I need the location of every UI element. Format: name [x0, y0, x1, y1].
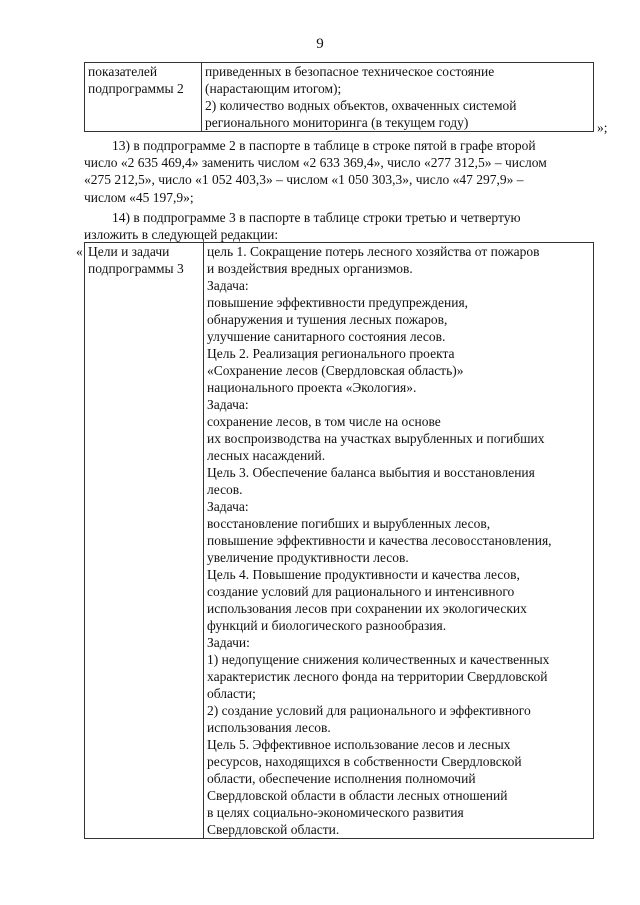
cell-line: 1) недопущение снижения количественных и качественных	[207, 652, 550, 667]
cell-line: Цель 3. Обеспечение баланса выбытия и восстановления	[207, 465, 535, 480]
cell-line: и воздействия вредных организмов.	[207, 261, 413, 276]
cell-line: «Сохранение лесов (Свердловская область)»	[207, 363, 464, 378]
page-number: 9	[316, 36, 324, 52]
paragraph-line: 13) в подпрограмме 2 в паспорте в таблице в строке пятой в графе второй	[112, 138, 536, 153]
cell-line: подпрограммы 2	[88, 81, 184, 96]
cell-line: лесных насаждений.	[207, 448, 326, 463]
cell-line: Цель 5. Эффективное использование лесов и лесных	[207, 737, 511, 752]
cell-line: создание условий для рационального и интенсивного	[207, 584, 515, 599]
cell-line: Цель 4. Повышение продуктивности и качества лесов,	[207, 567, 520, 582]
cell-line: повышение эффективности предупреждения,	[207, 295, 469, 310]
paragraph-13	[84, 137, 594, 206]
cell-line: использования лесов.	[207, 720, 331, 735]
cell-line: показателей	[88, 64, 158, 79]
cell-line: регионального мониторинга (в текущем году)	[205, 115, 469, 130]
table-subprogram-2-indicators	[84, 62, 594, 132]
closing-quote-mark: »;	[597, 120, 608, 135]
cell-line: использования лесов при сохранении их экологических	[207, 601, 527, 616]
cell-line: Цели и задачи	[88, 244, 170, 259]
cell-line: характеристик лесного фонда на территории Свердловской	[207, 669, 548, 684]
cell-line: улучшение санитарного состояния лесов.	[207, 329, 446, 344]
opening-quote-mark: «	[76, 244, 83, 259]
cell-line: Задача:	[207, 278, 249, 293]
cell-line: подпрограммы 3	[88, 261, 184, 276]
cell-line: Задача:	[207, 499, 249, 514]
cell-line: приведенных в безопасное техническое состояние	[205, 64, 495, 79]
cell-line: (нарастающим итогом);	[205, 81, 342, 96]
paragraph-line: «275 212,5», число «1 052 403,3» – числом «1 050 303,3», число «47 297,9» –	[84, 172, 524, 188]
cell-line: увеличение продуктивности лесов.	[207, 550, 409, 565]
table-row	[85, 243, 594, 839]
cell-line: Свердловской области.	[207, 822, 340, 837]
table-subprogram-3-goals	[84, 242, 594, 839]
paragraph-line: число «2 635 469,4» заменить числом «2 633 369,4», число «277 312,5» – числом	[84, 155, 547, 171]
paragraph-line: изложить в следующей редакции:	[84, 227, 279, 243]
cell-line: цель 1. Сокращение потерь лесного хозяйства от пожаров	[207, 244, 540, 259]
table-cell-left	[85, 63, 202, 132]
cell-line: Задачи:	[207, 635, 250, 650]
cell-line: Задача:	[207, 397, 249, 412]
cell-line: области;	[207, 686, 256, 701]
table-cell-right	[202, 63, 594, 132]
cell-line: их воспроизводства на участках вырубленных и погибших	[207, 431, 545, 446]
paragraph-line: числом «45 197,9»;	[84, 189, 194, 205]
cell-line: функций и биологического разнообразия.	[207, 618, 447, 633]
cell-line: в целях социально-экономического развития	[207, 805, 464, 820]
cell-line: национального проекта «Экология».	[207, 380, 417, 395]
cell-line: ресурсов, находящихся в собственности Свердловской	[207, 754, 522, 769]
cell-line: Свердловской области в области лесных отношений	[207, 788, 508, 803]
cell-line: восстановление погибших и вырубленных лесов,	[207, 516, 491, 531]
cell-line: области, обеспечение исполнения полномочий	[207, 771, 476, 786]
paragraph-line: 14) в подпрограмме 3 в паспорте в таблице строки третью и четвертую	[112, 210, 521, 225]
cell-line: обнаружения и тушения лесных пожаров,	[207, 312, 448, 327]
paragraph-14	[84, 209, 594, 243]
cell-line: сохранение лесов, в том числе на основе	[207, 414, 441, 429]
table-row	[85, 63, 594, 132]
cell-line: Цель 2. Реализация регионального проекта	[207, 346, 455, 361]
cell-line: лесов.	[207, 482, 243, 497]
table-cell-left	[85, 243, 204, 839]
cell-line: повышение эффективности и качества лесовосстановления,	[207, 533, 552, 548]
table-cell-right	[204, 243, 594, 839]
cell-line: 2) количество водных объектов, охваченных системой	[205, 98, 517, 113]
cell-line: 2) создание условий для рационального и эффективного	[207, 703, 531, 718]
